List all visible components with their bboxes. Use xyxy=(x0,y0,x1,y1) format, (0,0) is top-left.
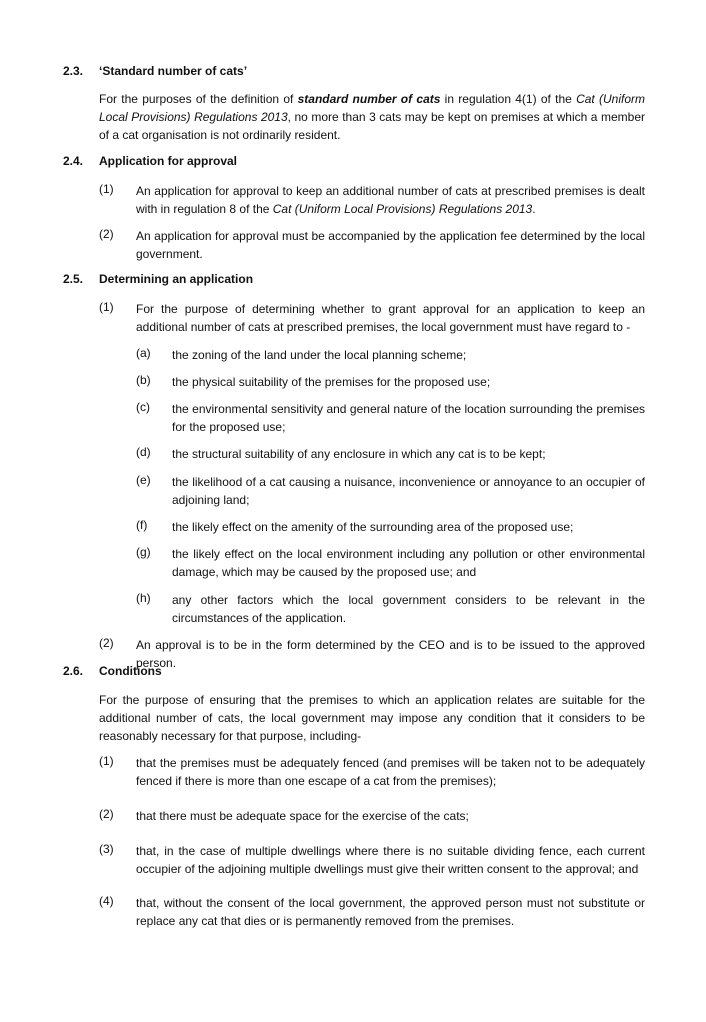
subitem-label: (c) xyxy=(136,400,150,414)
item-label: (4) xyxy=(99,894,114,908)
subitem-text: the likely effect on the amenity of the surrounding area of the proposed use; xyxy=(172,520,574,534)
item-text: An application for approval must be accompanied by the application fee determined by the local government. xyxy=(136,229,645,261)
item-label: (2) xyxy=(99,807,114,821)
item-text: that, in the case of multiple dwellings where there is no suitable dividing fence, each current occupier of the adjoining multiple dwellings must give their written consent to the approval; and xyxy=(136,844,645,876)
section-number: 2.3. xyxy=(63,64,84,78)
item-text: that the premises must be adequately fenced (and premises will be taken not to be adequately fenced if there is more than one escape of a cat from the premises); xyxy=(136,756,645,788)
item-label: (2) xyxy=(99,227,114,241)
subitem-text: the likely effect on the local environment including any pollution or other environmental damage, which may be caused by the proposed use; and xyxy=(172,547,645,579)
section-number: 2.4. xyxy=(63,154,84,168)
section-paragraph: For the purposes of the definition of standard number of cats in regulation 4(1) of the Cat (Uniform Local Provisions) Regulations 2013, no more than 3 cats may be kept on premises at which a member of a cat organisation is not ordinarily resident. xyxy=(99,92,645,142)
section-heading: Conditions xyxy=(99,664,162,678)
section-paragraph: For the purpose of ensuring that the premises to which an application relates are suitable for the additional number of cats, the local government may impose any condition that it considers to be reasonably necessary for that purpose, including- xyxy=(99,693,645,743)
subitem-label: (e) xyxy=(136,473,151,487)
subitem-label: (f) xyxy=(136,518,148,532)
subitem-label: (b) xyxy=(136,373,151,387)
subitem-text: the physical suitability of the premises for the proposed use; xyxy=(172,375,491,389)
item-label: (1) xyxy=(99,182,114,196)
subitem-label: (g) xyxy=(136,545,151,559)
subitem-label: (a) xyxy=(136,346,151,360)
item-label: (1) xyxy=(99,300,114,314)
subitem-label: (d) xyxy=(136,445,151,459)
section-heading: Application for approval xyxy=(99,154,238,168)
section-heading: ‘Standard number of cats’ xyxy=(99,64,248,78)
subitem-text: the zoning of the land under the local planning scheme; xyxy=(172,348,467,362)
item-text: that, without the consent of the local government, the approved person must not substitute or replace any cat that dies or is permanently removed from the premises. xyxy=(136,896,645,928)
item-text: that there must be adequate space for the exercise of the cats; xyxy=(136,809,469,823)
subitem-text: the structural suitability of any enclosure in which any cat is to be kept; xyxy=(172,447,546,461)
section-heading: Determining an application xyxy=(99,272,254,286)
item-text: An application for approval to keep an additional number of cats at prescribed premises is dealt with in regulation 8 of the Cat (Uniform Local Provisions) Regulations 2013. xyxy=(136,184,645,216)
item-text: An approval is to be in the form determined by the CEO and is to be issued to the approved person. xyxy=(136,638,645,670)
item-label: (3) xyxy=(99,842,114,856)
section-number: 2.5. xyxy=(63,272,84,286)
item-text: For the purpose of determining whether to grant approval for an application to keep an additional number of cats at prescribed premises, the local government must have regard to - xyxy=(136,302,645,334)
subitem-text: any other factors which the local government considers to be relevant in the circumstances of the application. xyxy=(172,593,645,625)
subitem-text: the likelihood of a cat causing a nuisance, inconvenience or annoyance to an occupier of adjoining land; xyxy=(172,475,645,507)
section-number: 2.6. xyxy=(63,664,84,678)
item-label: (1) xyxy=(99,754,114,768)
item-label: (2) xyxy=(99,636,114,650)
subitem-label: (h) xyxy=(136,591,151,605)
subitem-text: the environmental sensitivity and general nature of the location surrounding the premises for the proposed use; xyxy=(172,402,645,434)
